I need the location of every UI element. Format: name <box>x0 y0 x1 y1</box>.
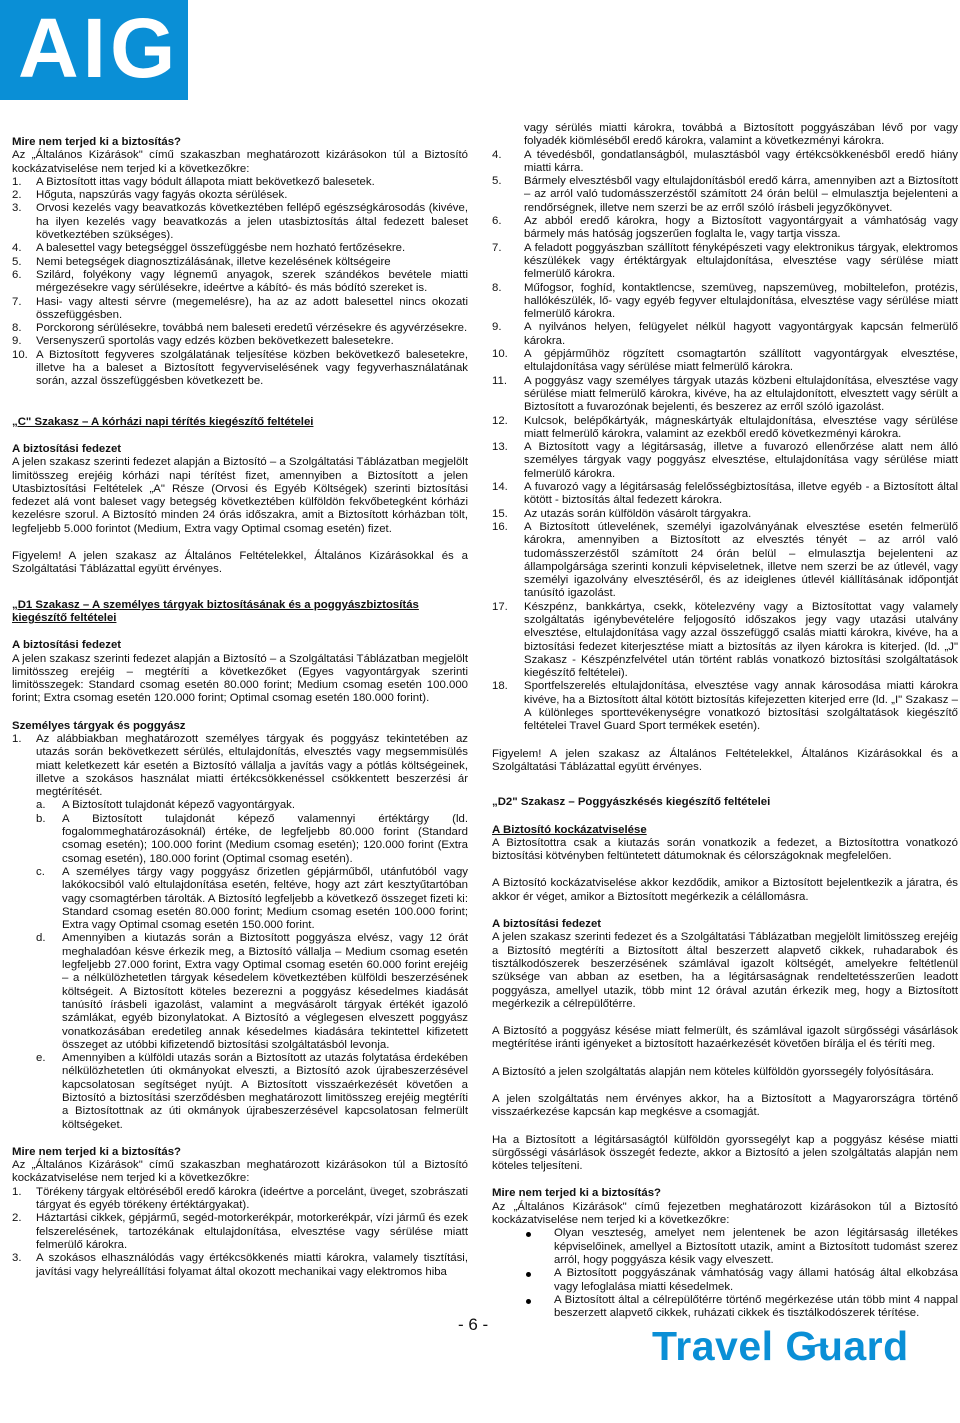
list-item: c. A személyes tárgy vagy poggyász őrizetlen gépjárműből, utánfutóból vagy lakókocsiból való eltulajdonítása esetén, feltéve, hogy azt zárt kesztyűtartóban vagy csomagtérben tárolták. A Biztosító legfeljebb a következő összeget fizeti ki: Standard csomag esetén 80.000 forint; Medium csomag esetén 100.000 forint; Extra vagy Optimal csomag esetén 150.000 forint. <box>36 865 468 932</box>
list-item: e. Amennyiben a külföldi utazás során a Biztosított az utazás folytatása érdekében nélkülözhetetlen úti okmányokat elveszti, a Biztosító azok újrabeszerzésével kapcsolatosan segítséget nyújt. A Biztosított visszaérkezését követően a Biztosító a biztosítási szerződésben meghatározott limitösszeg erejéig megtéríti a Biztosítottnak az úti okmányok újrabeszerzésével kapcsolatosan felmerült költségeket. <box>36 1052 468 1131</box>
list-item: 10. A Biztosított fegyveres szolgálatának teljesítése közben bekövetkező balesetekre, illetve ha a baleset a Biztosított fegyverviselésének vagy fegyverhasználatának során, azzal összefüggésben következett be. <box>12 348 468 388</box>
q1-intro: Az „Általános Kizárások" című szakaszban meghatározott kizárásokon túl a Biztosító kockázatviselése nem terjed ki a következőkre: <box>12 149 468 175</box>
list-item: 3. A szokásos elhasználódás vagy értékcsökkenés miatti károkra, valamely tisztítási, javítási vagy helyreállítási folyamat által okozott mechanikai vagy elektromos hiba <box>12 1252 468 1278</box>
bullet-list <box>492 1227 958 1320</box>
list-item: 5. Nemi betegségek diagnosztizálásának, illetve kezelésének költségeire <box>12 255 391 268</box>
list-item: 10. A gépjárműhöz rögzített csomagtartón szállított vagyontárgyak elvesztése, eltulajdonítása vagy sérülése miatt felmerülő károkra. <box>492 348 958 374</box>
c-fedezet-title: A biztosítási fedezet <box>12 442 122 455</box>
c-fedezet-text: A jelen szakasz szerinti fedezet alapján a Biztosító – a Szolgáltatási Táblázatban megjelölt limitösszeg erejéig kórházi napi térítést fizet, amennyiben a Biztosított a jelen Utasbiztosítási Feltételek „A" Része (Orvosi és Egyéb Költségek) szerinti biztosítási fedezet alá vont baleset vagy betegség következtében külföldön fekvőbetegként kórházi kezelésre szorul. A Biztosító minden 24 órás időszakra, amit a Biztosított kórházban tölt, legfeljebb 5.000 forintot (Medium, Extra vagy Optimal csomag esetén) fizet. <box>12 456 468 535</box>
list-item: 2. Hőguta, napszúrás vagy fagyás okozta sérülések. <box>12 189 288 202</box>
fedezet-title: A biztosítási fedezet <box>492 918 602 931</box>
list-item: 11. A poggyász vagy személyes tárgyak utazás közbeni eltulajdonítása, elvesztése vagy sérülése miatt felmerülő károkra, kivéve, ha az eltulajdonított, elvesztett vagy sérült a Biztosított a fuvarozónak bejelenti, és beszerez az erről szóló igazolást. <box>492 374 958 414</box>
list-item: 4. A balesettel vagy betegséggel összefüggésbe nem hozható fertőzésekre. <box>12 242 406 255</box>
list-item: 5. Bármely elvesztésből vagy eltulajdonításból eredő kárra, amennyiben azt a Biztosított – az arról való tudomásszerzéstől számított 24 órán belül – elmulasztja bejelenteni a rendőrségnek, illetve nem szerzi be az erről szóló írásbeli jegyzőkönyvet. <box>492 175 958 214</box>
list-item: a. A Biztosított tulajdonát képező vagyontárgyak. <box>36 799 296 812</box>
list-item: 15. Az utazás során külföldön vásárolt tárgyakra. <box>492 507 752 520</box>
list-item: 1. A Biztosított ittas vagy bódult állapota miatt bekövetkező balesetek. <box>12 175 375 188</box>
list-item: 1. Az alábbiakban meghatározott személyes tárgyak és poggyász tekintetében az utazás során bekövetkezett sérülés, eltulajdonítás, elvesztés vagy megsemmisülés miatt keletkezett kár esetén a Biztosító vállalja a javítás vagy a pótlás költségeinek, illetve a szokásos használat miatti értékcsökkenéssel csökkentett beszerzési ár megtérítését. <box>12 732 468 799</box>
figyelem: Figyelem! A jelen szakasz az Általános Feltételekkel, Általános Kizárásokkal és a Szolgáltatási Táblázattal együtt érvényes. <box>492 747 958 773</box>
fedezet-text-4: A jelen szolgáltatás nem érvényes akkor, ha a Biztosított a Magyarországra történő visszaérkezése kapcsán kap megkésve a csomagját. <box>492 1093 958 1119</box>
section-d2-title: „D2" Szakasz – Poggyászkésés kiegészítő feltételei <box>492 796 771 809</box>
kockazatviseles-text-1: A Biztosítottra csak a kiutazás során vonatkozik a fedezet, a Biztosítottra vonatkozó biztosítási kötvényben feltüntetett dátumoknak és célországoknak megfelelően. <box>492 836 958 863</box>
page-number: - 6 - <box>458 1315 489 1334</box>
list-item: 17. Készpénz, bankkártya, csekk, kötelezvény vagy a Biztosítottat vagy valamely szolgáltatás igénybevételére feljogosító időszakos jegy vagy utazási utalvány elvesztése, eltulajdonítása vagy azzal összefüggő csalás miatti károkra, kivéve, ha a biztosítási fedezet kiterjesztése miatt a biztosítás az ilyen károkra is kiterjed. (ld. „J" Szakasz - Készpénzfelvétel után történt rablás vonatkozó biztosítási szolgáltatások kiegészítő feltételei). <box>492 600 958 680</box>
continued-text: vagy sérülés miatti károkra, továbbá a Biztosított poggyászában lévő por vagy folyadék kiömléséből eredő károkra, valamint a következményi károkra. <box>524 122 958 148</box>
bullet-icon <box>526 1232 531 1237</box>
list-item: 8. Porckorong sérülésekre, továbbá nem baleseti eredetű vérzésekre és agyvérzésekre. <box>12 322 468 335</box>
list-item: 3. Orvosi kezelés vagy beavatkozás következtében fellépő egészségkárosodás (kivéve, ha ilyen kezelés vagy beavatkozás a jelen utasbiztosítás által fedezett baleset következtében szükséges). <box>12 202 468 242</box>
list-item: 1. Törékeny tárgyak eltöréséből eredő károkra (ideértve a porcelánt, üveget, szobrászati tárgyat és egyéb törékeny értéktárgyakat). <box>12 1185 468 1212</box>
right-column <box>492 122 958 1320</box>
aig-logo: AIG <box>0 0 188 100</box>
d1-fedezet-text: A jelen szakasz szerinti fedezet alapján a Biztosító – a Szolgáltatási Táblázatban megjelölt limitösszeg erejéig – megtéríti a következőket (Egyes vagyontárgyak szerinti limitösszegek: Standard csomag esetén 80.000 forint; Medium csomag esetén 100.000 forint; Extra csomag esetén 120.000 forint; Optimal csomag esetén 180.000 forint). <box>12 652 468 705</box>
fedezet-text-1: A jelen szakasz szerinti fedezet és a Szolgáltatási Táblázatban megjelölt limitösszeg erejéig a Biztosító megtéríti a Biztosított által beszerzett alapvető cikkek, ruhadarabok és tisztálkodószerek beszerzésének számlával igazolt költségét, amelyekre feltétlenül szüksége van abban az esetben, ha a légitársaságnak rendeltetésszerűen leadott poggyásza, amellyel utazik, több mint 12 órával azután érkezik meg, hogy a Biztosított megérkezik a célrepülőtérre. <box>492 931 958 1010</box>
list-item: 16. A Biztosított útlevelének, személyi igazolványának elvesztése esetén felmerülő károkra, amennyiben a Biztosított az elvesztés tényét – az arról való tudomásszerzéstől számított 24 órán belül – elmulasztja bejelenteni az állampolgársága szerinti konzuli képviseletnek, illetve nem szerzi be az útlevél, vagy személyi igazolvány elvesztéséről, és az ideiglenes útlevél kiállításának időpontját tanúsító igazolást. <box>492 520 958 600</box>
list-item: b. A Biztosított tulajdonát képező valamennyi értéktárgy (ld. fogalommeghatározásoknál) értéke, de legfeljebb 80.000 forint (Standard csomag esetén); 100.000 forint (Medium csomag esetén); 120.000 forint (Extra csomag esetén), 180.000 forint (Optimal csomag esetén). <box>36 812 468 865</box>
exclusion-list <box>492 149 958 734</box>
section-d1-title: „D1 Szakasz – A személyes tárgyak biztosításának és a poggyászbiztosítás kiegészítő feltételei <box>12 598 419 624</box>
list-item: 9. A nyilvános helyen, felügyelet nélkül hagyott vagyontárgyak kapcsán felmerülő károkra. <box>492 321 958 347</box>
bullet-icon <box>526 1272 531 1277</box>
q-intro: Az „Általános Kizárások" című fejezetben meghatározott kizárásokon túl a Biztosító kockázatviselése nem terjed ki a következőkre: <box>492 1200 958 1227</box>
q1-list <box>12 176 468 389</box>
q2-title: Mire nem terjed ki a biztosítás? <box>12 1145 182 1158</box>
kockazatviseles-title: A Biztosító kockázatviselése <box>492 823 647 836</box>
list-item: 9. Versenyszerű sportolás vagy edzés közben bekövetkezett balesetekre. <box>12 335 394 348</box>
plane-swoosh-icon <box>806 1343 830 1353</box>
bullet-item: A Biztosított által a célrepülőtérre történő megérkezése után több mint 4 nappal beszerzett alapvető cikkek, ruházati cikkek és tisztálkodószerek térítése. <box>492 1294 958 1321</box>
list-item: 7. A feladott poggyászban szállított fényképészeti vagy elektronikus tárgyak, elektromos készülékek vagy értéktárgyak eltulajdonítása, elvesztése vagy sérülése miatt felmerülő károkra. <box>492 241 958 281</box>
d1-sub-title: Személyes tárgyak és poggyász <box>12 719 186 732</box>
fedezet-text-2: A Biztosító a poggyász késése miatt felmerült, és számlával igazolt sürgősségi vásárlások megtérítése iránti igényeket a biztosított hazaérkezését követően bírálja el és téríti meg. <box>492 1025 958 1051</box>
bullet-icon <box>526 1299 531 1304</box>
list-item: 8. Műfogsor, foghíd, kontaktlencse, szemüveg, napszemüveg, mobiltelefon, protézis, hallókészülék, lő- vagy egyéb fegyver eltulajdonítása, elvesztése vagy sérülése miatt felmerülő károkra. <box>492 281 958 321</box>
kockazatviseles-text-2: A Biztosító kockázatviselése akkor kezdődik, amikor a Biztosított bejelentkezik a járatra, és akkor ér véget, amikor a Biztosított megérkezik a célállomásra. <box>492 877 958 903</box>
d1-sub-list <box>12 799 468 1131</box>
list-item: 6. Az abból eredő károkra, hogy a Biztosított vagyontárgyait a vámhatóság vagy bármely más hatóság jogszerűen foglalta le, vagy tartja vissza. <box>492 215 958 241</box>
c-figyelem: Figyelem! A jelen szakasz az Általános Feltételekkel, Általános Kizárásokkal és a Szolgáltatási Táblázattal együtt érvényes. <box>12 550 468 576</box>
d1-list <box>12 733 468 799</box>
list-item: 12. Kulcsok, belépőkártyák, mágneskártyák eltulajdonítása, elvesztése vagy sérülése miatt felmerülő károkra, valamint az ezekből eredő következményi károkra. <box>492 414 958 440</box>
fedezet-text-3: A Biztosító a jelen szolgáltatás alapján nem köteles külföldön gyorssegély folyósítására. <box>492 1065 934 1078</box>
list-item: 4. A tévedésből, gondatlanságból, mulasztásból vagy értékcsökkenésből eredő hiány miatti kárra. <box>492 148 958 174</box>
list-item: d. Amennyiben a kiutazás során a Biztosított poggyásza elvész, vagy 12 órát meghaladóan késve érkezik meg, a Biztosító vállalja – Medium csomag esetén legfeljebb 27.000 forint, Extra vagy Optimal csomag esetén 60.000 forint erejéig – a nélkülözhetetlen tárgyak késedelem következtében külföldi beszerzésének költségeit. A Biztosított köteles bezerezni a poggyász késedelmes kiadását tanúsító írásbeli igazolást, valamint a megvásárolt tárgyak értékét igazoló számlákat, egyéb bizonylatokat. A Biztosító a véglegesen elveszett poggyász vonatkozásában eredetileg annak késedelmes kiadására tekintettel kifizetett összeget az utóbbi kifizetendő biztosítási szolgáltatásból levonja. <box>36 932 468 1051</box>
left-column <box>12 136 468 1279</box>
list-item: 6. Szilárd, folyékony vagy légnemű anyagok, szerek szándékos bevétele miatti mérgezésekre vagy sérülésekre, ideértve a kábító- és más bódító szereket is. <box>12 268 468 295</box>
list-item: 18. Sportfelszerelés eltulajdonítása, elvesztése vagy annak károsodása miatti károkra kivéve, ha a Biztosított által kötött biztosítás kifejezetten kiterjed erre (ld. „I" Szakasz – A különleges sporttevékenységre vonatkozó biztosítási szolgáltatások kiegészítő feltételei Travel Guard Sport termékek esetén). <box>492 680 958 733</box>
section-c-title: „C" Szakasz – A kórházi napi térítés kiegészítő feltételei <box>12 415 314 428</box>
fedezet-text-5: Ha a Biztosított a légitársaságtól külföldön gyorssegélyt kap a poggyász késése miatti sürgősségi vásárlások összegét fedezte, akkor a Biztosító a jelen szolgáltatás alapján nem köteles teljesíteni. <box>492 1133 958 1173</box>
q1-title: Mire nem terjed ki a biztosítás? <box>12 136 182 148</box>
list-item: 14. A fuvarozó vagy a légitársaság felelősségbiztosítása, illetve egyéb - a Biztosított által kötött - biztosítás által fedezett károkra. <box>492 481 958 507</box>
travel-guard-logo: Travel Guard <box>652 1323 909 1369</box>
bullet-item: Olyan veszteség, amelyet nem jelentenek be azon légitársaság illetékes képviselőinek, amellyel a Biztosított utazik, amint a Biztosított tudomást szerez arról, hogy poggyásza késik vagy elveszett. <box>492 1227 958 1267</box>
bullet-item: A Biztosított poggyászának vámhatóság vagy állami hatóság által elkobzása vagy lefoglalása miatti késedelmek. <box>492 1267 958 1294</box>
q2-list <box>12 1186 468 1279</box>
q2-intro: Az „Általános Kizárások" című szakaszban meghatározott kizárásokon túl a Biztosító kockázatviselése nem terjed ki a következőkre: <box>12 1159 468 1185</box>
list-item: 7. Hasi- vagy altesti sérvre (megemelésre), ha az az adott balesettel nincs okozati összefüggésben. <box>12 295 468 321</box>
list-item: 2. Háztartási cikkek, gépjármű, segéd-motorkerékpár, motorkerékpár, vízi jármű és ezek felszerelésének, tartozékának eltulajdonítása, elvesztése vagy sérülése miatt felmerülő károkra. <box>12 1212 468 1251</box>
d1-fedezet-title: A biztosítási fedezet <box>12 639 122 652</box>
list-item: 13. A Biztosított vagy a légitársaság, illetve a fuvarozó ellenőrzése alatt nem álló személyes tárgyak vagy poggyász elvesztése, eltulajdonítása vagy sérülése miatt felmerülő károkra. <box>492 441 958 480</box>
q-title: Mire nem terjed ki a biztosítás? <box>492 1187 662 1200</box>
